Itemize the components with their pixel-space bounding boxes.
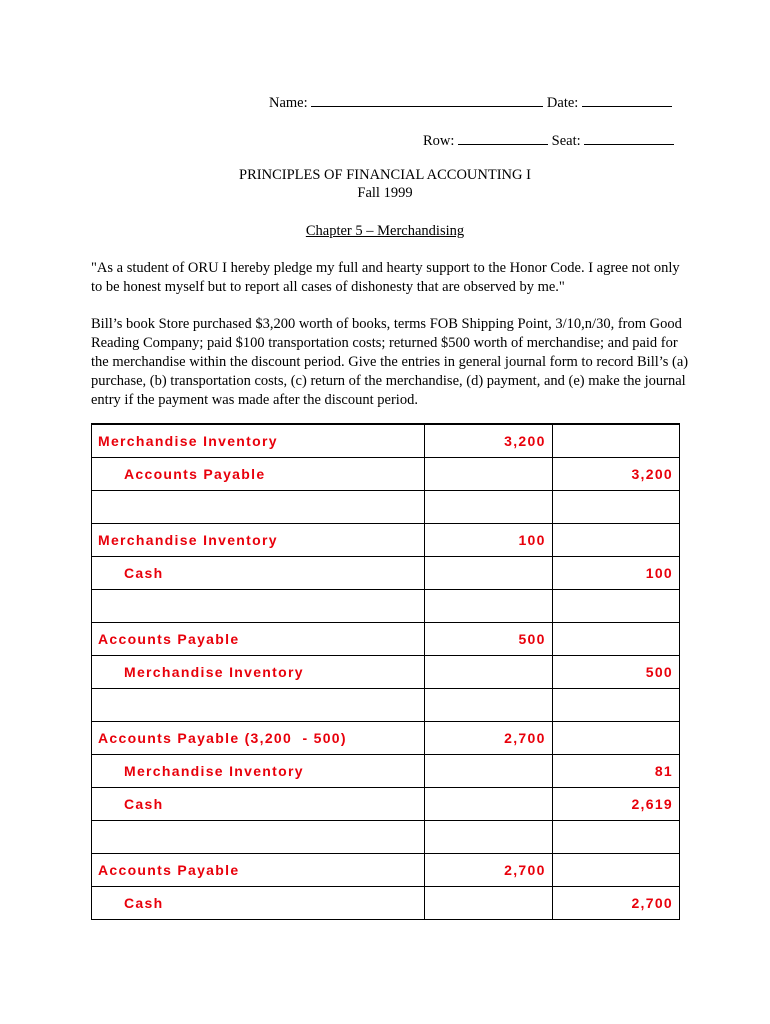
journal-account: Merchandise Inventory xyxy=(92,656,425,689)
journal-credit: 3,200 xyxy=(552,458,679,491)
journal-debit: 100 xyxy=(425,524,552,557)
journal-row xyxy=(92,887,680,920)
journal-row xyxy=(92,788,680,821)
problem-statement: Bill’s book Store purchased $3,200 worth of books, terms FOB Shipping Point, 3/10,n/30, from Good Reading Company; paid $100 transportation costs; returned $500 worth of merchandise; and paid for the merchandise within the discount period. Give the entries in general journal form to record Bill’s (a) purchase, (b) transportation costs, (c) return of the merchandise, (d) payment, and (e) make the journal entry if the payment was made after the discount period. xyxy=(91,316,689,408)
journal-row xyxy=(92,689,680,722)
journal-account xyxy=(92,821,425,854)
journal-account xyxy=(92,590,425,623)
row-field[interactable] xyxy=(458,131,548,145)
journal-row xyxy=(92,755,680,788)
journal-account: Accounts Payable xyxy=(92,458,425,491)
journal-debit xyxy=(425,755,552,788)
journal-row xyxy=(92,424,680,458)
honor-pledge: "As a student of ORU I hereby pledge my full and hearty support to the Honor Code. I agree not only to be honest myself but to report all cases of dishonesty that are observed by me." xyxy=(91,260,680,295)
journal-credit: 2,619 xyxy=(552,788,679,821)
journal-debit: 2,700 xyxy=(425,722,552,755)
name-date-line xyxy=(269,93,672,112)
journal-row xyxy=(92,557,680,590)
journal-row xyxy=(92,623,680,656)
journal-debit xyxy=(425,821,552,854)
journal-debit: 3,200 xyxy=(425,424,552,458)
name-field[interactable] xyxy=(311,93,543,107)
journal-account: Cash xyxy=(92,788,425,821)
journal-debit xyxy=(425,557,552,590)
journal-row xyxy=(92,590,680,623)
journal-account: Cash xyxy=(92,887,425,920)
course-term: Fall 1999 xyxy=(357,185,413,201)
seat-field[interactable] xyxy=(584,131,674,145)
journal-debit xyxy=(425,788,552,821)
date-label: Date: xyxy=(546,95,579,111)
journal-account: Cash xyxy=(92,557,425,590)
journal-credit xyxy=(552,424,679,458)
seat-label: Seat: xyxy=(551,133,581,149)
journal-credit xyxy=(552,524,679,557)
journal-debit xyxy=(425,887,552,920)
journal-account: Accounts Payable xyxy=(92,623,425,656)
journal-debit: 2,700 xyxy=(425,854,552,887)
journal-credit: 81 xyxy=(552,755,679,788)
journal-account: Accounts Payable xyxy=(92,854,425,887)
journal-credit: 2,700 xyxy=(552,887,679,920)
journal-credit xyxy=(552,491,679,524)
journal-debit xyxy=(425,590,552,623)
journal-credit xyxy=(552,821,679,854)
course-title: PRINCIPLES OF FINANCIAL ACCOUNTING I xyxy=(239,167,531,183)
journal-credit xyxy=(552,722,679,755)
journal-row xyxy=(92,821,680,854)
journal-account xyxy=(92,491,425,524)
journal-account xyxy=(92,689,425,722)
journal-row xyxy=(92,656,680,689)
journal-credit xyxy=(552,590,679,623)
journal-row xyxy=(92,854,680,887)
date-field[interactable] xyxy=(582,93,672,107)
journal-row xyxy=(92,722,680,755)
journal-debit xyxy=(425,458,552,491)
course-title-block xyxy=(0,166,770,202)
journal-table xyxy=(91,423,680,920)
journal-row xyxy=(92,524,680,557)
journal-credit: 100 xyxy=(552,557,679,590)
name-label: Name: xyxy=(269,95,308,111)
chapter-title: Chapter 5 – Merchandising xyxy=(305,223,465,239)
journal-debit xyxy=(425,689,552,722)
journal-debit xyxy=(425,656,552,689)
journal-credit: 500 xyxy=(552,656,679,689)
row-seat-line xyxy=(423,131,674,150)
journal-credit xyxy=(552,689,679,722)
journal-debit xyxy=(425,491,552,524)
chapter-heading xyxy=(0,222,770,240)
row-label: Row: xyxy=(423,133,455,149)
journal-credit xyxy=(552,854,679,887)
journal-account: Accounts Payable (3,200 - 500) xyxy=(92,722,425,755)
journal-account: Merchandise Inventory xyxy=(92,755,425,788)
journal-debit: 500 xyxy=(425,623,552,656)
journal-row xyxy=(92,491,680,524)
journal-account: Merchandise Inventory xyxy=(92,524,425,557)
journal-credit xyxy=(552,623,679,656)
journal-row xyxy=(92,458,680,491)
journal-account: Merchandise Inventory xyxy=(92,424,425,458)
